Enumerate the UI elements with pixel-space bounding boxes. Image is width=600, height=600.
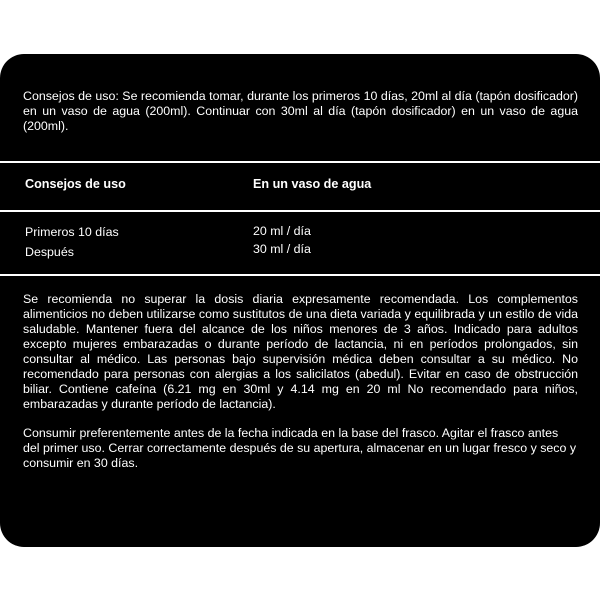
divider-table-header [0, 210, 600, 212]
warning-text: Se recomienda no superar la dosis diaria expresamente recomendada. Los complementos alimenticios no deben utilizarse como sustitutos de una dieta variada y equilibrada y un estilo de vida saludable. Mantener fuera del alcance de los niños menores de 3 años. Indicado para adultos excepto mujeres embarazadas o durante período de lactancia, ni en períodos prolongados, sin consultar al médico. Las personas bajo supervisión médica deben consultar a su médico. No recomendado para personas con alergias a los salicilatos (abedul). Evitar en caso de obstrucción biliar. Contiene cafeína (6.21 mg en 30ml y 4.14 mg en 20 ml No recomendado para niños, embarazadas y durante período de lactancia). [23, 292, 578, 411]
label-panel [0, 54, 600, 547]
table-cell-period-after: Después [25, 245, 74, 259]
table-header-usage: Consejos de uso [25, 177, 126, 191]
usage-intro-text: Consejos de uso: Se recomienda tomar, durante los primeros 10 días, 20ml al día (tapón dosificador) en un vaso de agua (200ml). Continuar con 30ml al día (tapón dosificador) en un vaso de agua (200ml). [23, 89, 578, 133]
table-cell-period-first: Primeros 10 días [25, 225, 119, 239]
storage-text: Consumir preferentemente antes de la fecha indicada en la base del frasco. Agitar el frasco antes del primer uso. Cerrar correctamente después de su apertura, almacenar en un lugar fresco y seco y consumir en 30 días. [23, 426, 577, 470]
table-header-dose: En un vaso de agua [253, 177, 372, 191]
table-cell-dose-after: 30 ml / día [253, 242, 311, 256]
divider-bottom [0, 274, 600, 276]
divider-top [0, 161, 600, 163]
table-cell-dose-first: 20 ml / día [253, 224, 311, 238]
